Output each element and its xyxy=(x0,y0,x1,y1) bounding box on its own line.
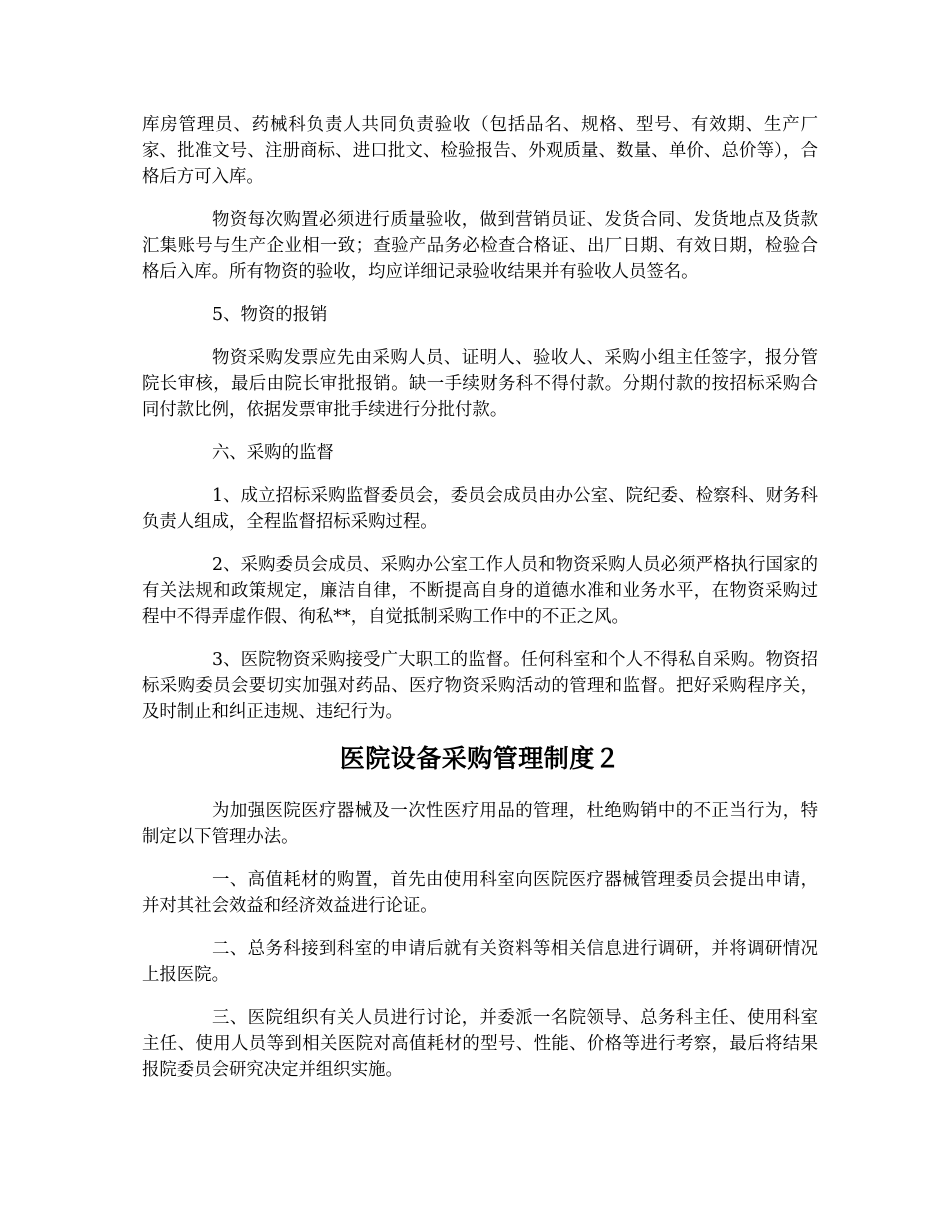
paragraph-reimbursement: 物资采购发票应先由采购人员、证明人、验收人、采购小组主任签字，报分管院长审核，最后由院长审批报销。缺一手续财务科不得付款。分期付款的按招标采购合同付款比例，依据发票审批手续进行分批付款。 xyxy=(142,348,818,420)
paragraph-supervision-2: 2、采购委员会成员、采购办公室工作人员和物资采购人员必须严格执行国家的有关法规和政策规定，廉洁自律，不断提高自身的道德水准和业务水平，在物资采购过程中不得弄虚作假、徇私**，自觉抵制采购工作中的不正之风。 xyxy=(142,555,818,627)
heading-reimbursement: 5、物资的报销 xyxy=(212,305,328,325)
paragraph-acceptance-continued: 库房管理员、药械科负责人共同负责验收（包括品名、规格、型号、有效期、生产厂家、批准文号、注册商标、进口批文、检验报告、外观质量、数量、单价、总价等），合格后方可入库。 xyxy=(142,115,818,187)
paragraph-quality-acceptance: 物资每次购置必须进行质量验收，做到营销员证、发货合同、发货地点及货款汇集账号与生产企业相一致；查验产品务必检查合格证、出厂日期、有效日期，检验合格后入库。所有物资的验收，均应详细记录验收结果并有验收人员签名。 xyxy=(142,210,818,282)
paragraph-supervision-3: 3、医院物资采购接受广大职工的监督。任何科室和个人不得私自采购。物资招标采购委员会要切实加强对药品、医疗物资采购活动的管理和监督。把好采购程序关，及时制止和纠正违规、违纪行为。 xyxy=(142,650,818,722)
paragraph-supervision-1: 1、成立招标采购监督委员会，委员会成员由办公室、院纪委、检察科、财务科负责人组成，全程监督招标采购过程。 xyxy=(142,486,818,532)
document-title-2: 医院设备采购管理制度２ xyxy=(339,744,621,773)
paragraph-doc2-item-3: 三、医院组织有关人员进行讨论，并委派一名院领导、总务科主任、使用科室主任、使用人员等到相关医院对高值耗材的型号、性能、价格等进行考察，最后将结果报院委员会研究决定并组织实施。 xyxy=(142,1008,818,1080)
paragraph-doc2-item-1: 一、高值耗材的购置，首先由使用科室向医院医疗器械管理委员会提出申请，并对其社会效益和经济效益进行论证。 xyxy=(142,870,818,916)
paragraph-doc2-intro: 为加强医院医疗器械及一次性医疗用品的管理，杜绝购销中的不正当行为，特制定以下管理办法。 xyxy=(142,801,818,847)
document-body xyxy=(142,112,818,1100)
heading-supervision: 六、采购的监督 xyxy=(212,443,334,463)
paragraph-doc2-item-2: 二、总务科接到科室的申请后就有关资料等相关信息进行调研，并将调研情况上报医院。 xyxy=(142,939,818,985)
